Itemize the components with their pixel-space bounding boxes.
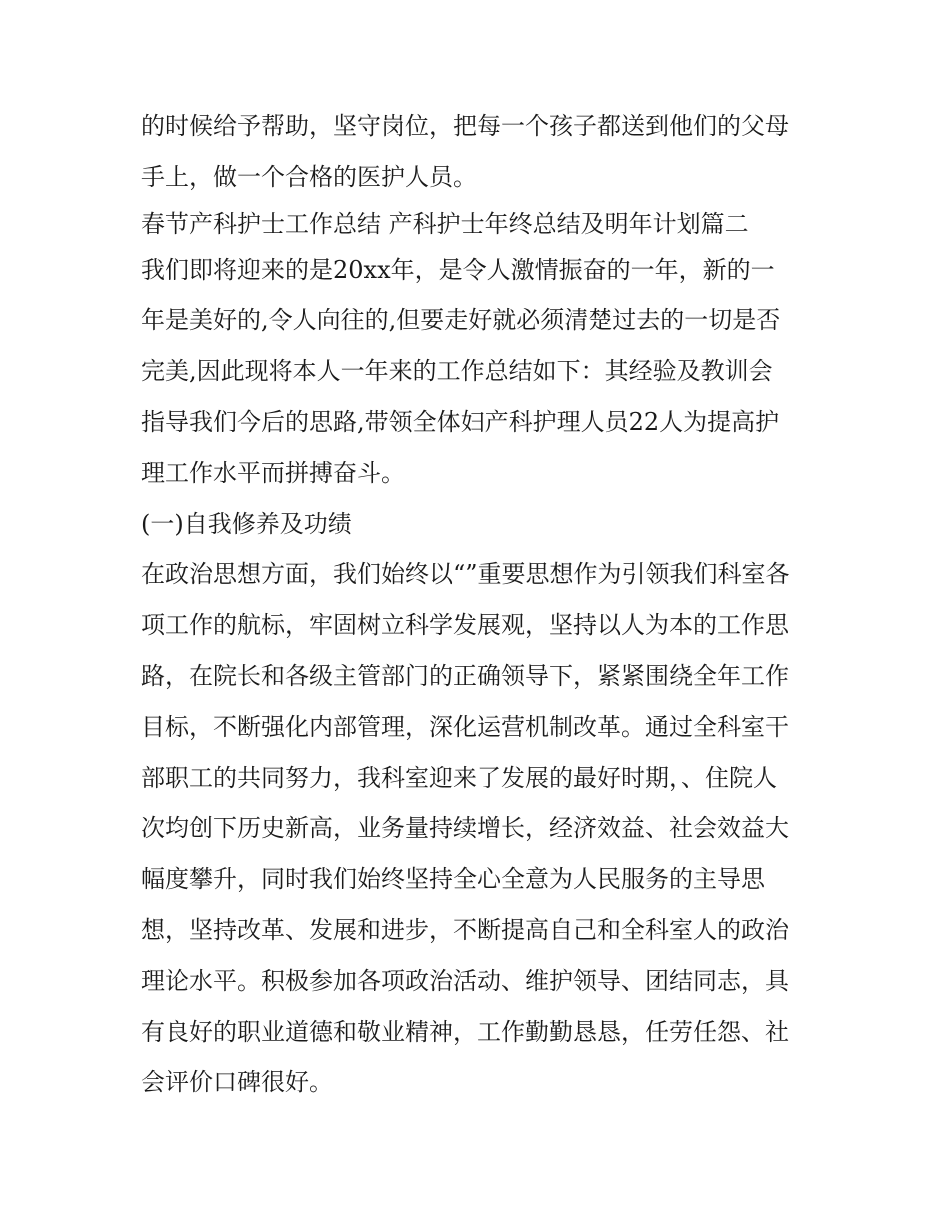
text-line: 目标，不断强化内部管理，深化运营机制改革。通过全科室干 xyxy=(141,712,789,741)
text-line: 部职工的共同努力，我科室迎来了发展的最好时期，、住院人 xyxy=(141,763,777,792)
text-line: 指导我们今后的思路,带领全体妇产科护理人员22人为提高护 xyxy=(141,407,780,436)
document-body xyxy=(141,101,821,1108)
text-line: 想，坚持改革、发展和进步，不断提高自己和全科室人的政治 xyxy=(141,915,789,944)
text-line: 的时候给予帮助，坚守岗位，把每一个孩子都送到他们的父母 xyxy=(141,112,789,140)
text-line: 幅度攀升，同时我们始终坚持全心全意为人民服务的主导思 xyxy=(141,865,765,894)
text-line: 年是美好的,令人向往的,但要走好就必须清楚过去的一切是否 xyxy=(141,306,781,335)
text-line: 完美,因此现将本人一年来的工作总结如下：其经验及教训会 xyxy=(141,357,773,386)
text-line: 我们即将迎来的是20xx年，是令人激情振奋的一年，新的一 xyxy=(141,255,775,284)
text-line: 有良好的职业道德和敬业精神，工作勤勤恳恳，任劳任怨、社 xyxy=(141,1017,789,1046)
text-line: 理工作水平而拼搏奋斗。 xyxy=(141,458,405,487)
subsection-heading: (一)自我修养及功绩 xyxy=(141,509,352,538)
text-line: 理论水平。积极参加各项政治活动、维护领导、团结同志，具 xyxy=(141,966,789,995)
text-line: 会评价口碑很好。 xyxy=(141,1068,333,1097)
text-line: 手上，做一个合格的医护人员。 xyxy=(141,162,477,191)
text-line: 路，在院长和各级主管部门的正确领导下，紧紧围绕全年工作 xyxy=(141,661,789,690)
text-line: 项工作的航标，牢固树立科学发展观，坚持以人为本的工作思 xyxy=(141,611,789,640)
text-line: 次均创下历史新高，业务量持续增长，经济效益、社会效益大 xyxy=(141,814,789,843)
text-line: 在政治思想方面，我们始终以“”重要思想作为引领我们科室各 xyxy=(141,560,790,589)
section-heading: 春节产科护士工作总结 产科护士年终总结及明年计划篇二 xyxy=(141,209,749,238)
